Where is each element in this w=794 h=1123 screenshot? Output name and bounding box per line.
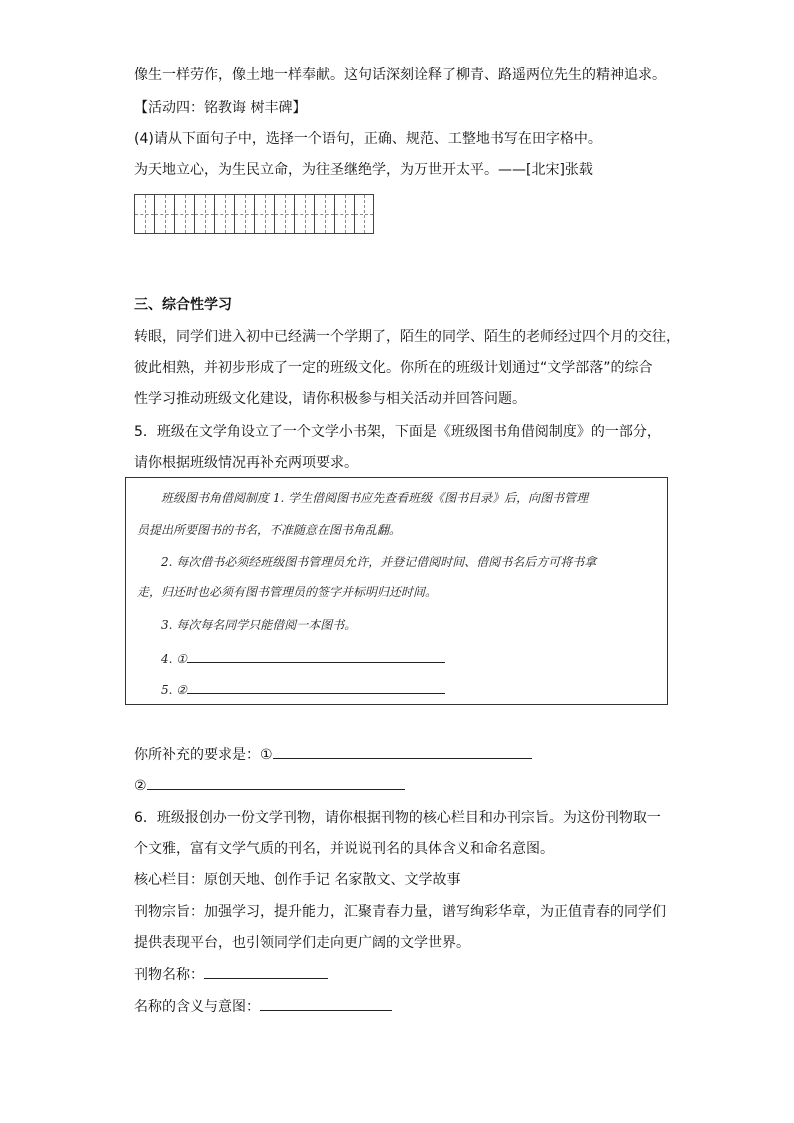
text-line: 像生一样劳作，像土地一样奉献。这句话深刻诠释了柳青、路遥两位先生的精神追求。 [134, 67, 666, 83]
rule-4 [161, 648, 445, 667]
core-columns: 核心栏目：原创天地、创作手记 名家散文、文学故事 [134, 872, 461, 888]
grid-cell[interactable] [174, 194, 194, 234]
grid-cell[interactable] [234, 194, 254, 234]
rule-4-blank[interactable] [187, 648, 445, 663]
question-6-cont: 个文雅，富有文学气质的刊名，并说说刊名的具体含义和命名意图。 [134, 841, 554, 857]
question-5: 5．班级在文学角设立了一个文学小书架，下面是《班级图书角借阅制度》的一部分， [134, 424, 661, 440]
tianzige-grid[interactable] [134, 194, 374, 234]
answer-label-2: ② [134, 778, 147, 794]
activity-heading: 【活动四：铭教诲 树丰碑】 [134, 100, 307, 116]
answer-label: 你所补充的要求是：① [134, 747, 273, 763]
answer-line-1 [134, 744, 532, 765]
magazine-name-line [134, 964, 328, 985]
borrowing-rules-box [125, 477, 668, 705]
grid-cell[interactable] [274, 194, 294, 234]
magazine-name-blank[interactable] [204, 964, 328, 979]
grid-cell[interactable] [334, 194, 354, 234]
rule-5-blank[interactable] [187, 679, 445, 694]
grid-cell[interactable] [294, 194, 314, 234]
grid-cell[interactable] [254, 194, 274, 234]
rule-4-label: 4. ① [161, 652, 188, 666]
meaning-line [134, 996, 392, 1017]
intro-line: 性学习推动班级文化建设，请你积极参与相关活动并回答问题。 [134, 391, 526, 407]
meaning-blank[interactable] [260, 996, 392, 1011]
answer-line-2 [134, 775, 405, 796]
grid-cell[interactable] [354, 194, 374, 234]
meaning-label: 名称的含义与意图： [134, 999, 260, 1015]
rule-2-cont: 走，归还时也必须有图书管理员的签字并标明归还时间。 [137, 585, 438, 599]
question-5-cont: 请你根据班级情况再补充两项要求。 [134, 455, 358, 471]
grid-cell[interactable] [154, 194, 174, 234]
grid-cell[interactable] [314, 194, 334, 234]
purpose-line: 刊物宗旨：加强学习，提升能力，汇聚青春力量，谱写绚彩华章，为正值青春的同学们 [134, 904, 666, 920]
rule-1: 班级图书角借阅制度 1. 学生借阅图书应先查看班级《图书目录》后，向图书管理 [161, 491, 589, 505]
quote: 为天地立心，为生民立命，为往圣继绝学，为万世开太平。——[北宋]张载 [134, 162, 593, 178]
grid-cell[interactable] [134, 194, 154, 234]
section-title: 三、综合性学习 [134, 297, 232, 313]
question-6: 6．班级报创办一份文学刊物，请你根据刊物的核心栏目和办刊宗旨。为这份刊物取一 [134, 810, 661, 826]
grid-cell[interactable] [194, 194, 214, 234]
question-4: (4)请从下面句子中，选择一个语句，正确、规范、工整地书写在田字格中。 [134, 131, 602, 147]
answer-blank-1[interactable] [273, 744, 532, 759]
answer-blank-2[interactable] [147, 775, 405, 790]
grid-cell[interactable] [214, 194, 234, 234]
intro-line: 转眼，同学们进入初中已经满一个学期了，陌生的同学、陌生的老师经过四个月的交往， [134, 329, 680, 345]
rule-1-cont: 员提出所要图书的书名，不准随意在图书角乱翻。 [137, 523, 402, 537]
rule-2: 2. 每次借书必须经班级图书管理员允许，并登记借阅时间、借阅书名后方可将书拿 [161, 555, 597, 569]
intro-line: 彼此相熟，并初步形成了一定的班级文化。你所在的班级计划通过“文学部落”的综合 [134, 360, 653, 376]
rule-3: 3. 每次每名同学只能借阅一本图书。 [161, 618, 357, 632]
magazine-name-label: 刊物名称： [134, 967, 204, 983]
rule-5 [161, 679, 445, 698]
purpose-line: 提供表现平台，也引领同学们走向更广阔的文学世界。 [134, 935, 470, 951]
rule-5-label: 5. ② [161, 683, 188, 697]
